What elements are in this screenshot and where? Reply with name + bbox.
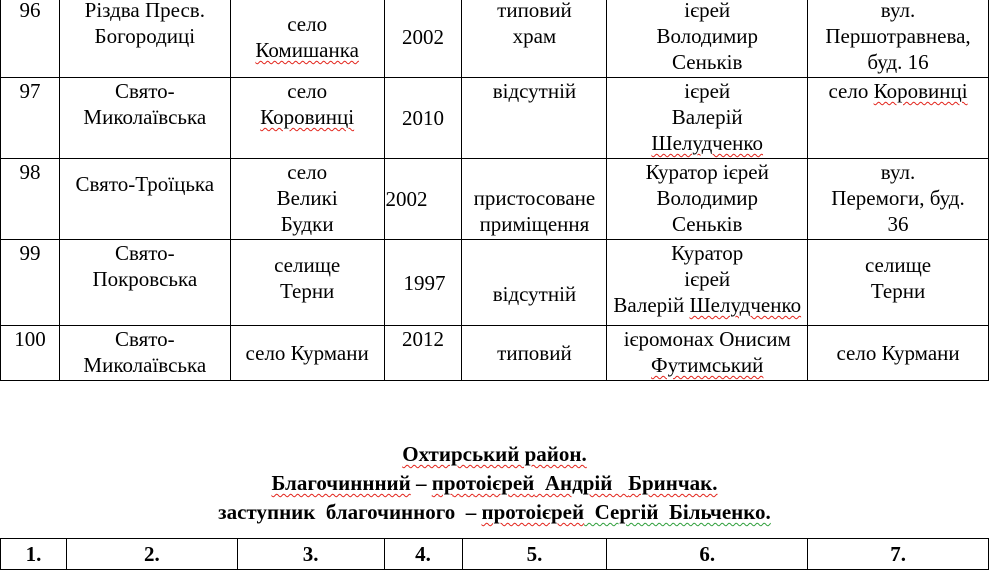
- location-line: Комишанка: [255, 38, 359, 62]
- priest-line: Сеньків: [672, 50, 743, 74]
- priest-line: Шелудченко: [689, 293, 802, 317]
- temple-type: [462, 159, 607, 240]
- name-line: Богородиці: [94, 24, 196, 48]
- temple-line: пристосоване: [473, 186, 596, 210]
- location-line: село: [287, 12, 328, 36]
- priest-line: ієрей: [684, 267, 731, 291]
- column-number: 4.: [384, 539, 462, 570]
- dean-first-name: Андрій: [534, 471, 629, 495]
- address-line: село: [828, 79, 869, 103]
- temple-line: відсутній: [492, 281, 577, 306]
- temple-line: відсутній: [492, 79, 577, 103]
- location-line: село: [287, 79, 328, 103]
- column-number: 6.: [607, 539, 808, 570]
- temple-type: типовий: [462, 326, 607, 381]
- year: 2002: [384, 0, 462, 78]
- location-line: Коровинці: [260, 105, 355, 129]
- column-number: 3.: [237, 539, 384, 570]
- district-title: [0, 440, 989, 469]
- priest-line: Валерій: [613, 293, 685, 317]
- priest-line: Володимир: [656, 24, 758, 48]
- priest-line: Сеньків: [672, 212, 743, 236]
- temple-line: типовий: [497, 0, 572, 22]
- table-row: [1, 159, 989, 240]
- priest-line: ієромонах Онисим: [623, 327, 791, 351]
- dash: –: [410, 471, 432, 495]
- address-line: Перемоги, буд.: [831, 186, 965, 210]
- row-number: 98: [1, 159, 60, 240]
- location-line: Терни: [279, 279, 335, 303]
- address: [808, 0, 989, 78]
- location-line: село: [287, 160, 328, 184]
- year: 2010: [384, 78, 462, 159]
- row-number: 96: [1, 0, 60, 78]
- deputy-name: Сергій Більченко.: [584, 500, 771, 524]
- parish-name: [59, 326, 230, 381]
- column-number: 1.: [1, 539, 67, 570]
- table-row: [1, 78, 989, 159]
- deputy-rank: протоієрей: [481, 500, 585, 524]
- dean-title: Благочиннний: [271, 471, 411, 495]
- name-line: Свято-Троїцька: [75, 172, 215, 196]
- name-line: Різдва Пресв.: [84, 0, 205, 22]
- deputy-line: [0, 498, 989, 527]
- table-row: [1, 240, 989, 326]
- priest: [607, 78, 808, 159]
- district-name: Охтирський район.: [402, 442, 587, 466]
- priest-line: Куратор: [671, 241, 744, 265]
- district-heading: [0, 440, 989, 527]
- location: [230, 0, 384, 78]
- temple-type: [462, 78, 607, 159]
- column-number: 7.: [808, 539, 989, 570]
- priest: [607, 159, 808, 240]
- year: 2002: [384, 159, 462, 240]
- name-line: Свято-: [114, 79, 175, 103]
- name-line: Свято-: [114, 241, 175, 265]
- year: 1997: [384, 240, 462, 326]
- temple-line: приміщення: [479, 212, 590, 236]
- priest: [607, 326, 808, 381]
- name-line: Свято-: [114, 327, 175, 351]
- address: село Курмани: [808, 326, 989, 381]
- temple-line: храм: [512, 24, 557, 48]
- address-line: Терни: [870, 279, 926, 303]
- table-row: [1, 539, 989, 570]
- dean-line: [0, 469, 989, 498]
- column-number: 5.: [462, 539, 607, 570]
- location: село Курмани: [230, 326, 384, 381]
- row-number: 97: [1, 78, 60, 159]
- deputy-title: заступник благочинного –: [218, 500, 482, 524]
- parish-name: [59, 0, 230, 78]
- row-number: 99: [1, 240, 60, 326]
- temple-type: [462, 240, 607, 326]
- location-line: Великі: [276, 186, 338, 210]
- priest-line: Футимський: [651, 353, 764, 377]
- column-number-table: [0, 538, 989, 570]
- address-line: Першотравнева,: [825, 24, 971, 48]
- address-line: селище: [864, 253, 932, 277]
- location-line: Будки: [280, 212, 334, 236]
- address: [808, 78, 989, 159]
- priest: [607, 240, 808, 326]
- parish-name: [59, 78, 230, 159]
- year: 2012: [384, 326, 462, 381]
- parish-name: [59, 159, 230, 240]
- priest-line: Куратор ієрей: [645, 160, 769, 184]
- address-line: Коровинці: [873, 79, 968, 103]
- address: [808, 159, 989, 240]
- row-number: 100: [1, 326, 60, 381]
- address-line: вул.: [880, 0, 916, 22]
- location-line: селище: [274, 253, 341, 277]
- dean-surname: Бринчак.: [628, 471, 718, 495]
- address-line: вул.: [880, 160, 916, 184]
- name-line: Миколаївська: [83, 105, 207, 129]
- name-line: Покровська: [92, 267, 198, 291]
- address: [808, 240, 989, 326]
- priest-line: ієрей: [684, 0, 731, 22]
- address-line: 36: [887, 212, 909, 236]
- temple-type: [462, 0, 607, 78]
- priest-line: ієрей: [684, 79, 731, 103]
- table-row: [1, 0, 989, 78]
- column-number: 2.: [66, 539, 237, 570]
- name-line: Миколаївська: [83, 353, 207, 377]
- priest-line: Володимир: [656, 186, 758, 210]
- priest-line: Валерій: [671, 105, 743, 129]
- dean-rank: протоієрей: [431, 471, 535, 495]
- address-line: буд. 16: [867, 50, 929, 74]
- parish-name: [59, 240, 230, 326]
- location: [230, 240, 384, 326]
- priest: [607, 0, 808, 78]
- location: [230, 78, 384, 159]
- table-row: [1, 326, 989, 381]
- priest-line: Шелудченко: [651, 131, 764, 155]
- location: [230, 159, 384, 240]
